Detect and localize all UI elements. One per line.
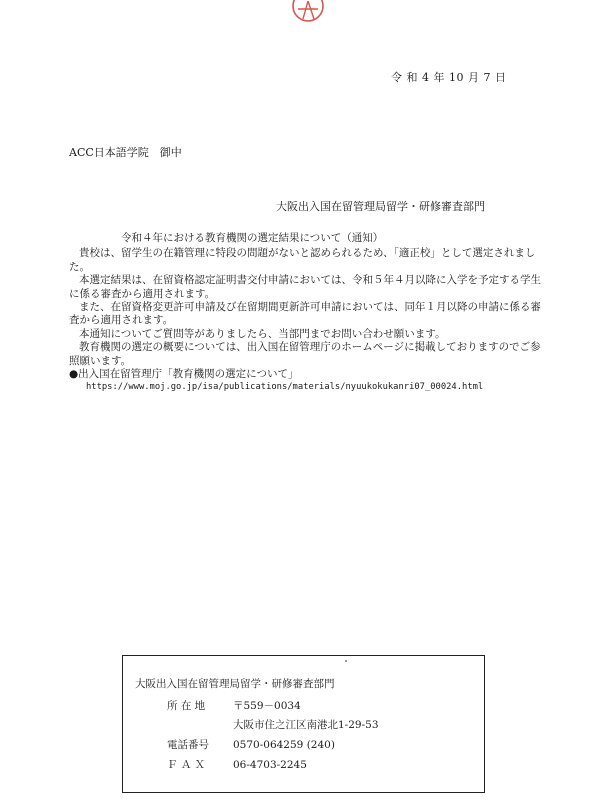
- link-title: ●出入国在留管理庁「教育機関の選定について」: [69, 368, 299, 381]
- phone-row: [167, 737, 335, 752]
- recipient: ACC日本語学院 御中: [69, 146, 182, 159]
- street-address: 大阪市住之江区南港北1-29-53: [233, 719, 379, 731]
- postal-code: 〒559－0034: [233, 700, 301, 712]
- subject-line: 令和４年における教育機関の選定結果について（通知）: [121, 232, 384, 244]
- address-label: 所 在 地: [167, 700, 206, 712]
- phone-number: 0570-064259 (240): [233, 739, 335, 751]
- document-date: 令 和 4 年 10 月 7 日: [391, 71, 507, 84]
- paragraph-4: 本通知についてご質問等がありましたら、当部門までお問い合わせ願います。: [79, 327, 446, 340]
- paragraph-5: 教育機関の選定の概要については、出入国在留管理庁のホームページに掲載しておりますのでご参照願います。: [69, 341, 541, 367]
- link-url[interactable]: https://www.moj.go.jp/isa/publications/materials/nyuukokukanri07_00024.html: [86, 382, 484, 393]
- letter-body: [69, 232, 541, 395]
- paragraph-2: 本選定結果は、在留資格認定証明書交付申請においては、令和５年４月以降に入学を予定する学生に係る審査から適用されます。: [69, 274, 541, 300]
- contact-title: 大阪出入国在留管理局留学・研修審査部門: [135, 678, 335, 690]
- phone-label: 電話番号: [167, 739, 209, 751]
- seal-stamp-icon: [291, 0, 325, 23]
- paragraph-1: 貴校は、留学生の在籍管理に特段の問題がないと認められるため、「適正校」として選定されました。: [69, 247, 536, 273]
- fax-label: Ｆ Ａ Ｘ: [167, 759, 206, 771]
- contact-box: [122, 655, 485, 793]
- fax-number: 06-4703-2245: [233, 759, 307, 771]
- sender: 大阪出入国在留管理局留学・研修審査部門: [276, 200, 485, 213]
- address-row: [167, 698, 301, 713]
- fax-row: [167, 757, 307, 772]
- paragraph-3: また、在留資格変更許可申請及び在留期間更新許可申請においては、同年１月以降の申請に係る審査から適用されます。: [69, 301, 541, 327]
